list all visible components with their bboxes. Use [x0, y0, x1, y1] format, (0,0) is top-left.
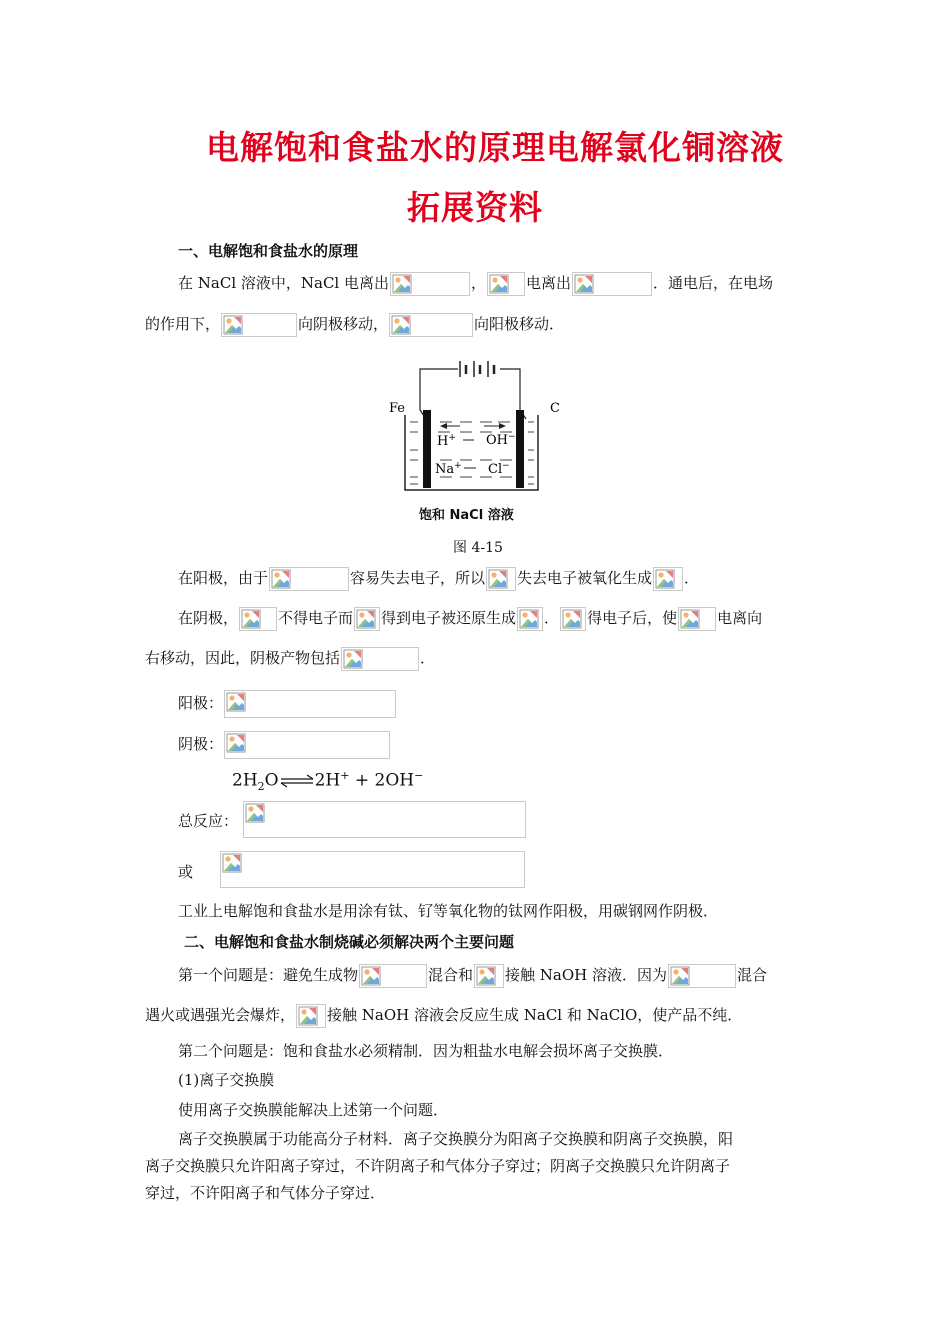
ion-exchange-intro: 使用离子交换膜能解决上述第一个问题．	[178, 1101, 449, 1119]
broken-image-icon	[343, 649, 363, 669]
total-reaction-label: 总反应：	[178, 812, 239, 830]
broken-image-icon	[562, 609, 582, 629]
broken-image-icon	[489, 274, 509, 294]
broken-image-icon	[241, 609, 261, 629]
image-placeholder	[389, 313, 473, 337]
problem-one-line1: 第一个问题是：避免生成物 混合和 接触 NaOH 溶液．因为 混合	[178, 964, 767, 988]
industry-paragraph: 工业上电解饱和食盐水是用涂有钛、钌等氧化物的钛网作阳极，用碳钢网作阴极．	[178, 902, 719, 920]
image-placeholder	[341, 647, 419, 671]
image-placeholder	[653, 567, 683, 591]
image-placeholder	[354, 607, 380, 631]
broken-image-icon	[226, 692, 246, 712]
image-placeholder	[239, 607, 277, 631]
anode-equation-line: 阳极：	[178, 690, 397, 718]
broken-image-icon	[222, 853, 242, 873]
paragraph-ionization: 在 NaCl 溶液中，NaCl 电离出 ， 电离出 ．通电后，在电场	[178, 272, 773, 296]
broken-image-icon	[574, 274, 594, 294]
electrolysis-diagram	[380, 352, 560, 502]
image-placeholder	[269, 567, 349, 591]
paragraph-cathode-products: 右移动，因此，阴极产物包括 ．	[145, 647, 435, 671]
or-label: 或	[178, 863, 194, 881]
hydrogen-ion-label: H+	[437, 433, 456, 449]
broken-image-icon	[680, 609, 700, 629]
page-title-line2: 拓展资料	[407, 188, 543, 227]
ion-exchange-paragraph-line3: 穿过，不许阳离子和气体分子穿过．	[145, 1184, 386, 1202]
chloride-ion-label: Cl−	[488, 461, 510, 477]
image-placeholder	[668, 964, 736, 988]
image-placeholder	[296, 1004, 326, 1028]
section-heading-2: 二、电解饱和食盐水制烧碱必须解决两个主要问题	[184, 933, 515, 951]
ion-exchange-paragraph-line1: 离子交换膜属于功能高分子材料．离子交换膜分为阳离子交换膜和阴离子交换膜，阳	[178, 1130, 734, 1148]
image-placeholder	[474, 964, 504, 988]
broken-image-icon	[245, 803, 265, 823]
broken-image-icon	[670, 966, 690, 986]
image-placeholder	[678, 607, 716, 631]
broken-image-icon	[271, 569, 291, 589]
sodium-ion-label: Na+	[435, 461, 462, 477]
image-placeholder	[390, 272, 470, 296]
section-heading-1: 一、电解饱和食盐水的原理	[178, 242, 359, 260]
broken-image-icon	[655, 569, 675, 589]
carbon-electrode-label: C	[550, 401, 560, 416]
ion-exchange-paragraph-line2: 离子交换膜只允许阳离子穿过，不许阴离子和气体分子穿过；阴离子交换膜只允许阴离子	[145, 1157, 731, 1175]
broken-image-icon	[519, 609, 539, 629]
broken-image-icon	[361, 966, 381, 986]
subheading-ion-exchange: (1)离子交换膜	[178, 1071, 275, 1089]
image-placeholder	[572, 272, 652, 296]
paragraph-cathode: 在阴极， 不得电子而 得到电子被还原生成 ． 得电子后，使 电离向	[178, 607, 762, 631]
image-placeholder	[486, 567, 516, 591]
broken-image-icon	[226, 733, 246, 753]
broken-image-icon	[488, 569, 508, 589]
page-title: 电解饱和食盐水的原理电解氯化铜溶液	[206, 128, 784, 167]
water-ionization-equation: $2H_2O$ 2H+ + 2OH−	[232, 769, 424, 794]
figure-caption: 饱和 NaCl 溶液	[419, 508, 514, 523]
image-placeholder	[220, 851, 525, 888]
image-placeholder	[243, 801, 526, 838]
broken-image-icon	[223, 315, 243, 335]
equilibrium-arrow-icon	[280, 774, 314, 788]
paragraph-migration: 的作用下， 向阴极移动， 向阳极移动．	[145, 313, 564, 337]
broken-image-icon	[392, 274, 412, 294]
hydroxide-ion-label: OH−	[486, 432, 516, 448]
problem-two-paragraph: 第二个问题是：饱和食盐水必须精制．因为粗盐水电解会损坏离子交换膜．	[178, 1042, 674, 1060]
iron-electrode-label: Fe	[389, 401, 406, 416]
image-placeholder	[224, 731, 390, 759]
paragraph-anode: 在阳极，由于 容易失去电子，所以 失去电子被氧化生成 ．	[178, 567, 699, 591]
broken-image-icon	[476, 966, 496, 986]
broken-image-icon	[356, 609, 376, 629]
image-placeholder	[517, 607, 543, 631]
image-placeholder	[487, 272, 525, 296]
image-placeholder	[560, 607, 586, 631]
figure-number: 图 4-15	[453, 540, 503, 556]
problem-one-line2: 遇火或遇强光会爆炸， 接触 NaOH 溶液会反应生成 NaCl 和 NaClO，使产品不纯．	[145, 1004, 742, 1028]
broken-image-icon	[298, 1006, 318, 1026]
image-placeholder	[359, 964, 427, 988]
image-placeholder	[224, 690, 396, 718]
broken-image-icon	[391, 315, 411, 335]
cathode-equation-line: 阴极：	[178, 731, 391, 759]
image-placeholder	[221, 313, 297, 337]
